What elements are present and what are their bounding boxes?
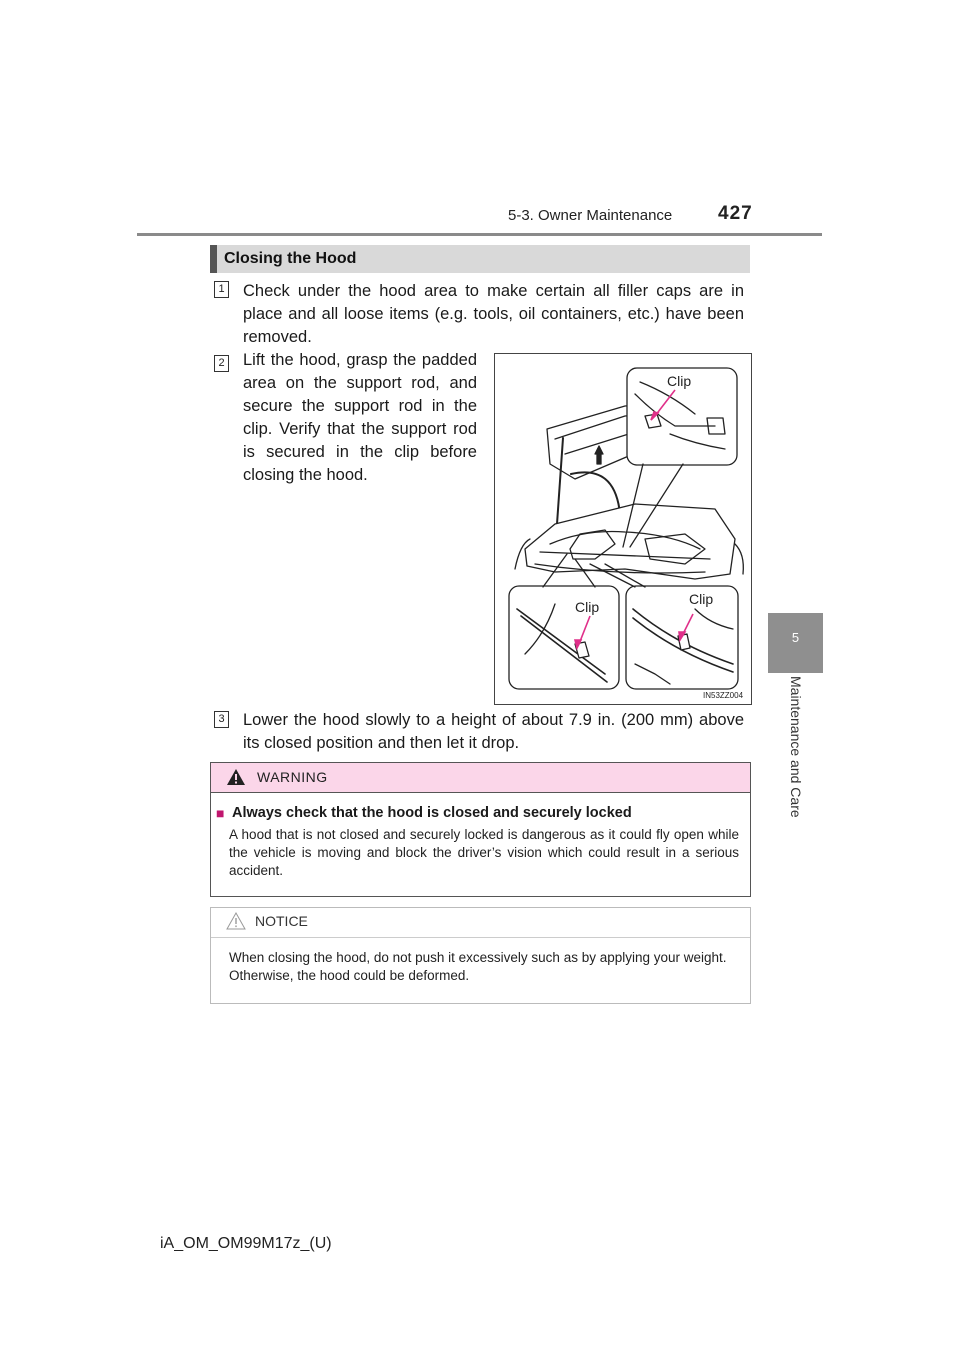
warning-title: WARNING <box>257 769 328 785</box>
section-heading-bar <box>210 245 217 273</box>
callout-bottom-right-label: Clip <box>689 591 714 607</box>
step-1-marker: 1 <box>214 281 229 298</box>
step-1-text: Check under the hood area to make certain all filler caps are in place and all loose items (e.g. tools, oil containers, etc.) have been removed. <box>243 282 744 346</box>
hood-support-rod-figure <box>494 353 752 705</box>
chapter-tab-label: Maintenance and Care <box>788 676 804 818</box>
section-heading-title: Closing the Hood <box>224 250 357 267</box>
step-3-text: Lower the hood slowly to a height of about 7.9 in. (200 mm) above its closed position and then let it drop. <box>243 711 744 752</box>
page-number: 427 <box>718 203 753 224</box>
callout-bottom-left-label: Clip <box>575 599 600 615</box>
notice-title: NOTICE <box>255 913 308 929</box>
warning-bullet-icon: ■ <box>216 805 225 821</box>
step-3-marker: 3 <box>214 711 229 728</box>
warning-heading: Always check that the hood is closed and securely locked <box>232 805 632 821</box>
warning-body: A hood that is not closed and securely locked is dangerous as it could fly open while the vehicle is moving and block the driver’s vision which could result in a serious accident. <box>229 827 739 878</box>
callout-top-label: Clip <box>667 373 692 389</box>
running-header-section: 5-3. Owner Maintenance <box>508 207 673 224</box>
document-code: iA_OM_OM99M17z_(U) <box>160 1235 332 1252</box>
step-2-marker: 2 <box>214 355 229 372</box>
notice-triangle-icon <box>226 912 246 930</box>
header-rule <box>137 233 822 236</box>
notice-body: When closing the hood, do not push it excessively such as by applying your weight. Otherwise, the hood could be deformed. <box>229 950 727 983</box>
figure-code: IN53ZZ004 <box>703 691 744 700</box>
step-2-text: Lift the hood, grasp the padded area on the support rod, and secure the support rod in the clip. Verify that the support rod is secured in the clip before closing the hood. <box>243 351 477 484</box>
chapter-tab-number: 5 <box>791 630 800 645</box>
warning-triangle-icon <box>226 768 246 786</box>
